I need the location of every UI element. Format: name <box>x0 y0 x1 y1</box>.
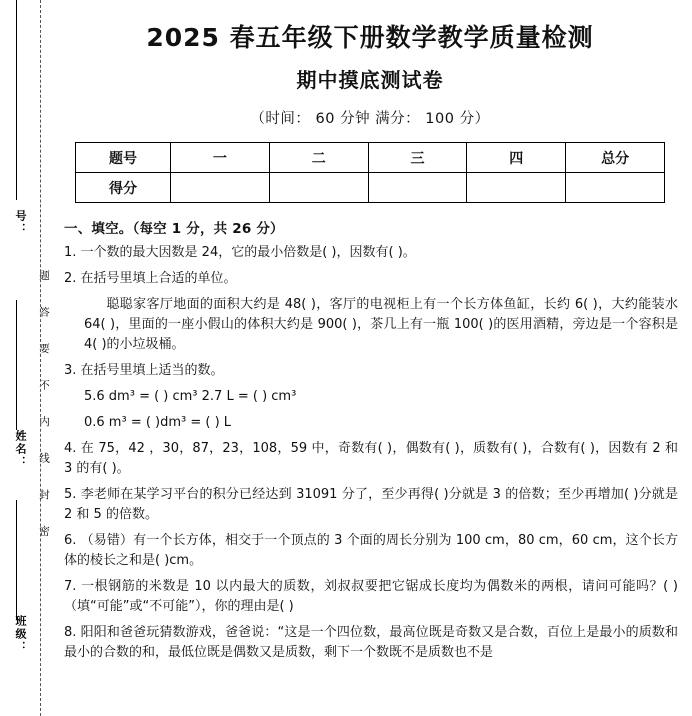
seal-dashed-line <box>40 0 41 716</box>
question-3-line-1-text: 5.6 dm³ = ( ) cm³ 2.7 L = ( ) cm³ <box>84 389 297 404</box>
question-8-text: 阳阳和爸爸玩猜数游戏，爸爸说：“这是一个四位数，最高位既是奇数又是合数，百位上是最小的质数和最小的合数的和，最低位既是偶数又是质数，剩下一个数既不是质数也不是 <box>64 625 678 660</box>
question-4-number: 4. <box>64 441 77 456</box>
score-cell-total[interactable] <box>566 173 665 203</box>
score-row-label: 得分 <box>76 173 171 203</box>
question-6-text: （易错）有一个长方体，相交于一个顶点的 3 个面的周长分别为 100 cm，80 cm，60 cm，这个长方体的棱长之和是( )cm。 <box>64 533 678 568</box>
paper-content <box>56 0 692 716</box>
seal-line-text: 题 答 要 不 内 线 封 密 <box>38 270 50 543</box>
score-header-total: 总分 <box>566 143 665 173</box>
question-3 <box>64 361 678 381</box>
page-title: 2025 春五年级下册数学教学质量检测 <box>146 23 594 52</box>
table-row <box>76 173 665 203</box>
question-6-number: 6. <box>64 533 77 548</box>
score-header-label: 题号 <box>76 143 171 173</box>
score-header-2: 二 <box>269 143 368 173</box>
question-5-number: 5. <box>64 487 77 502</box>
question-5-text: 李老师在某学习平台的积分已经达到 31091 分了，至少再得( )分就是 3 的倍数；至少再增加( )分就是 2 和 5 的倍数。 <box>64 487 678 522</box>
question-4-text: 在 75，42 ，30，87，23，108，59 中，奇数有( )，偶数有( )，质数有( )，合数有( )，因数有 2 和 3 的有( )。 <box>64 441 678 476</box>
question-7-number: 7. <box>64 579 77 594</box>
question-2-text: 在括号里填上合适的单位。 <box>80 271 237 286</box>
question-1-number: 1. <box>64 245 77 260</box>
score-cell-1[interactable] <box>171 173 270 203</box>
question-3-line-1 <box>84 387 678 407</box>
table-row <box>76 143 665 173</box>
score-header-4: 四 <box>467 143 566 173</box>
strip-divider-top <box>16 0 17 200</box>
question-1 <box>64 243 678 263</box>
strip-divider-bottom <box>16 500 17 620</box>
exam-info: （时间： 60 分钟 满分： 100 分） <box>250 111 490 127</box>
question-2-body-text: 聪聪家客厅地面的面积大约是 48( )，客厅的电视柜上有一个长方体鱼缸，长约 6( )，大约能装水 64( )，里面的一座小假山的体积大约是 900( )，茶几上有一瓶 100( )的医用酒精，旁边是一个容积是 4( )的小垃圾桶。 <box>84 297 678 352</box>
student-name-field[interactable]: 姓名： <box>14 430 27 469</box>
question-3-line-2-text: 0.6 m³ = ( )dm³ = ( ) L <box>84 415 232 430</box>
score-cell-3[interactable] <box>368 173 467 203</box>
question-7-text: 一根钢筋的米数是 10 以内最大的质数，刘叔叔要把它锯成长度均为偶数米的两根，请问可能吗？( )（填“可能”或“不可能”），你的理由是( ) <box>64 579 678 614</box>
score-table <box>75 142 665 203</box>
question-2-body <box>84 295 678 355</box>
score-cell-2[interactable] <box>269 173 368 203</box>
question-3-number: 3. <box>64 363 77 378</box>
question-2 <box>64 269 678 289</box>
student-number-field[interactable]: 号： <box>14 210 27 236</box>
score-cell-4[interactable] <box>467 173 566 203</box>
strip-divider-mid <box>16 300 17 430</box>
question-3-text: 在括号里填上适当的数。 <box>80 363 224 378</box>
student-class-field[interactable]: 班级： <box>14 615 27 654</box>
question-8-number: 8. <box>64 625 77 640</box>
question-4 <box>64 439 678 479</box>
question-6 <box>64 531 678 571</box>
left-margin-strip <box>0 0 56 716</box>
page-subtitle: 期中摸底测试卷 <box>296 68 444 92</box>
question-5 <box>64 485 678 525</box>
question-3-line-2 <box>84 413 678 433</box>
section-heading-fill-in-blank: 一、填空。（每空 1 分，共 26 分） <box>64 221 284 237</box>
score-header-3: 三 <box>368 143 467 173</box>
question-7 <box>64 577 678 617</box>
question-1-text: 一个数的最大因数是 24，它的最小倍数是( )，因数有( )。 <box>80 245 416 260</box>
question-8 <box>64 623 678 663</box>
question-2-number: 2. <box>64 271 77 286</box>
score-header-1: 一 <box>171 143 270 173</box>
